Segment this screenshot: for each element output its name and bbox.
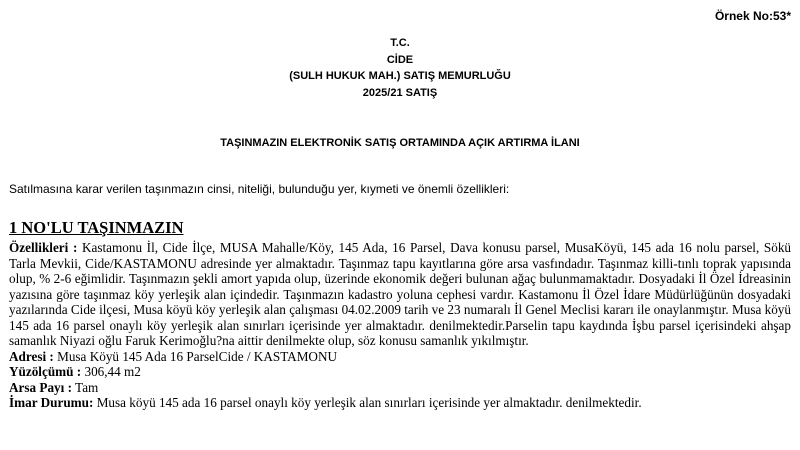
document-number: Örnek No:53* [714,9,791,23]
zoning-label: İmar Durumu: [9,395,94,410]
document-header [0,35,800,101]
address-text: Musa Köyü 145 Ada 16 ParselCide / KASTAMONU [53,348,338,364]
address-label: Adresi : [9,348,54,364]
announcement-title: TAŞINMAZIN ELEKTRONİK SATIŞ ORTAMINDA AÇIK ARTIRMA İLANI [220,137,580,149]
header-line-tc: T.C. [390,37,410,49]
property-share [9,380,791,396]
features-label: Özellikleri : [9,240,78,255]
share-label: Arsa Payı : [9,379,72,395]
header-line-case-number: 2025/21 SATIŞ [362,86,438,99]
features-text: Kastamonu İl, Cide İlçe, MUSA Mahalle/Köy, 145 Ada, 16 Parsel, Dava konusu parsel, MusaKöyü, 145 ada 16 nolu parsel, Sökü Tarla Mevkii, Cide/KASTAMONU adresinde yer almaktadır. Taşınmaz tapu kayıtlarına göre arsa vasfındadır. Taşınmaz killi-tınlı toprak yapısında olup, % 2-6 eğimlidir. Taşınmazın şekli amort yapıda olup, üzerinde ekonomik değeri bulunan ağaç bulunmamaktadır. Dosyadaki İl Özel İdreasinin yazısına göre taşınmaz köy yerleşik alan içindedir. Taşınmazın kadastro yoluna cephesi vardır. Kastamonu İl Özel İdare Müdürlüğünün dosyadaki yazılarında Cide ilçesi, Musa köyü köy yerleşik alan çalışması 04.02.2009 tarih ve 23 numaralı İl Genel Meclisi kararı ile onaylanmıştır. Musa köyü 145 ada 16 parsel onaylı köy yerleşik alan sınırları içerisinde yer almaktadır. denilmektedir.Parselin tapu kaydında İşbu parsel içerisindeki ahşap samanlık Niyazi oğlu Faruk Kerimoğlu?na aittir denilmekte olup, söz konusu samanlık yıkılmıştır. [9,240,792,348]
property-area [9,364,791,380]
share-text: Tam [72,379,99,395]
area-text: 306,44 m2 [81,364,141,379]
property-title: 1 NO'LU TAŞINMAZIN [9,218,184,237]
zoning-text: Musa köyü 145 ada 16 parsel onaylı köy yerleşik alan sınırları içerisinde yer almaktadır. denilmektedir. [93,395,642,410]
property-zoning [9,395,791,411]
property-address [9,349,791,365]
property-features [9,240,791,349]
area-label: Yüzölçümü : [9,364,82,379]
intro-text: Satılmasına karar verilen taşınmazın cinsi, niteliği, bulunduğu yer, kıymeti ve önemli özellikleri: [9,182,510,196]
property-details [9,240,791,411]
header-line-office: (SULH HUKUK MAH.) SATIŞ MEMURLUĞU [289,70,511,82]
header-line-cide: CİDE [386,53,414,66]
